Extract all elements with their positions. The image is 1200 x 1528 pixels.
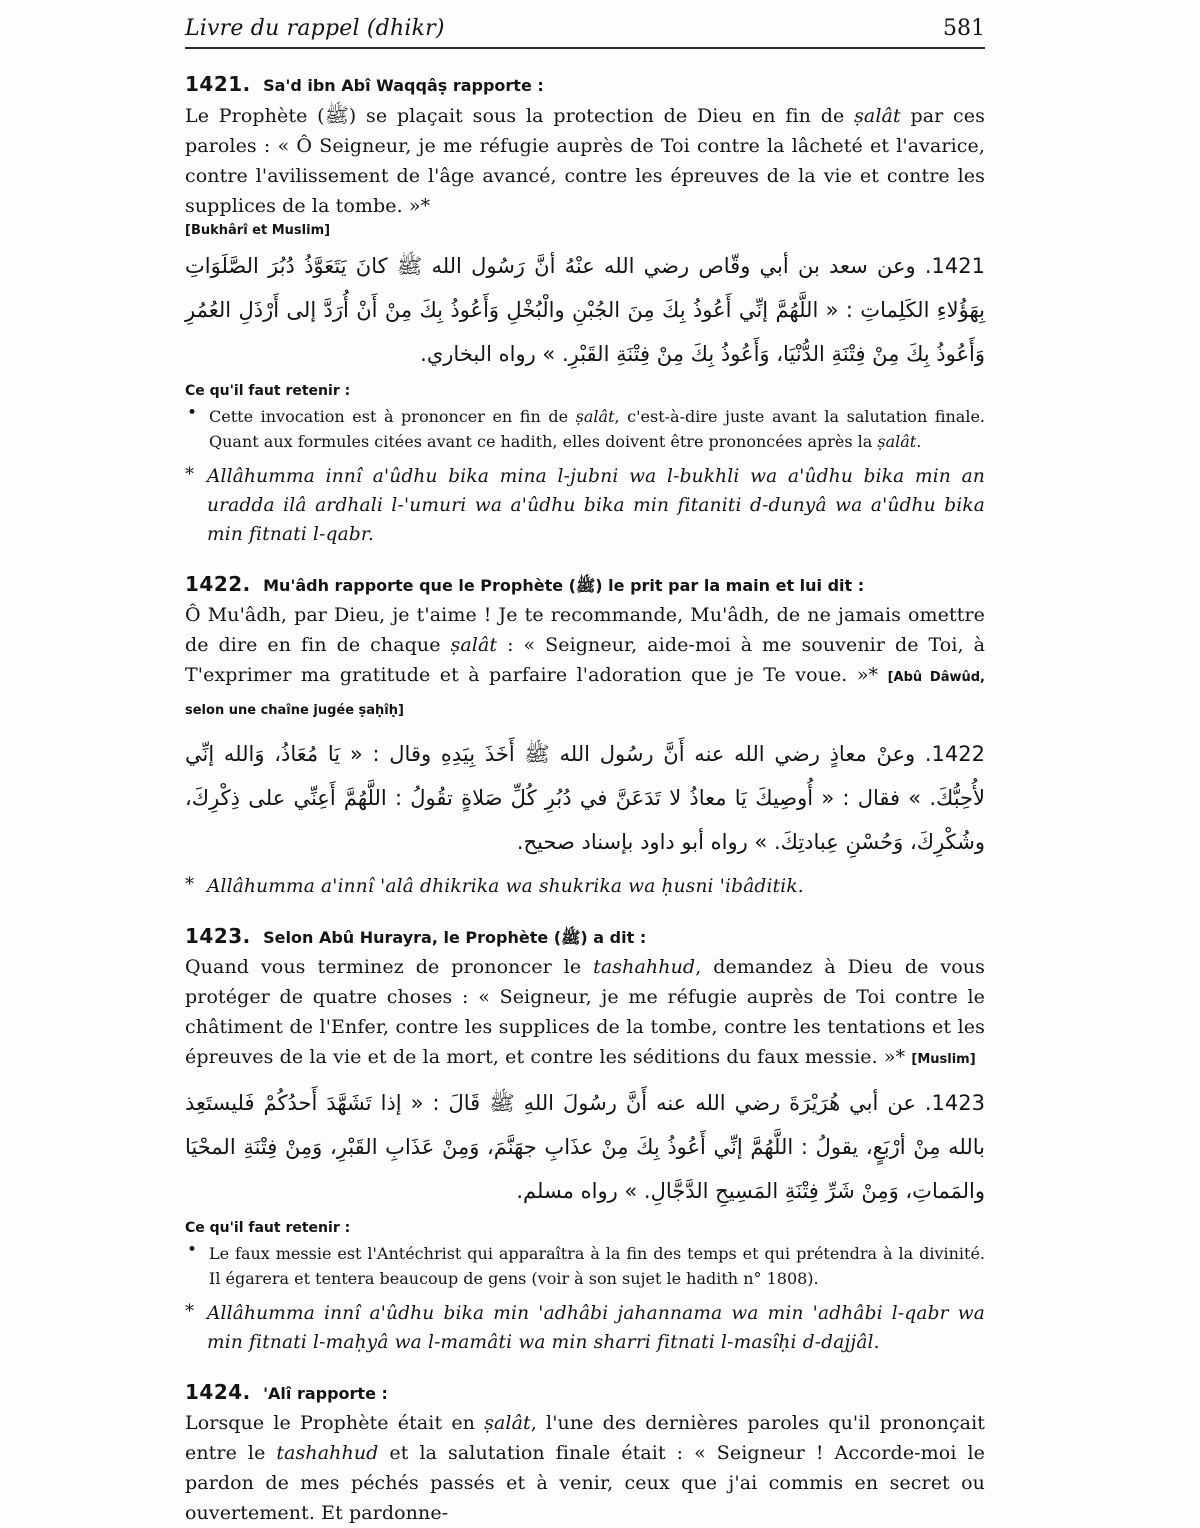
hadith-narrator: Sa'd ibn Abî Waqqâṣ rapporte : — [263, 76, 544, 95]
bullet-icon: • — [187, 1240, 198, 1260]
retenir-bullet — [185, 404, 985, 454]
transliteration-block — [185, 1299, 985, 1357]
book-page — [185, 0, 985, 1528]
hadith-number: 1421. — [185, 72, 251, 96]
transliteration-block — [185, 872, 985, 901]
asterisk-icon: * — [185, 1301, 194, 1322]
hadith-french-text: Ô Mu'âdh, par Dieu, je t'aime ! Je te recommande, Mu'âdh, de ne jamais omettre de dire en fin de chaque ṣalât : « Seigneur, aide-moi à me souvenir de Toi, à T'exprimer ma gratitude et à parfaire l'adoration que je Te voue. »* [Abû Dâwûd, selon une chaîne jugée ṣaḥîḥ] — [185, 604, 986, 718]
transliteration-text: Allâhumma innî a'ûdhu bika mina l-jubni wa l-bukhli wa a'ûdhu bika min an uradda ilâ ardhali l-'umuri wa a'ûdhu bika min fitaniti d-dunyâ wa a'ûdhu bika min fitnati l-qabr. — [207, 466, 985, 545]
hadith-narrator: 'Alî rapporte : — [263, 1384, 388, 1403]
hadith-french-text: Le Prophète (ﷺ) se plaçait sous la protection de Dieu en fin de ṣalât par ces paroles : « Ô Seigneur, je me réfugie auprès de Toi contre la lâcheté et l'avarice, contre l'avilissement de l'âge avancé, contre les épreuves de la vie et contre les supplices de la tombe. »* — [185, 103, 985, 217]
retenir-bullet — [185, 1241, 985, 1291]
hadith-entry-1423 — [185, 923, 985, 1357]
hadith-french-text: Quand vous terminez de prononcer le tashahhud, demandez à Dieu de vous protéger de quatre choses : « Seigneur, je me réfugie auprès de Toi contre le châtiment de l'Enfer, contre les supplices de la tombe, contre les tentations et les épreuves de la vie et de la mort, et contre les séditions du faux messie. »* [Muslim] — [185, 956, 985, 1068]
retenir-heading: Ce qu'il faut retenir : — [185, 1220, 351, 1236]
hadith-entry-1421 — [185, 71, 985, 549]
hadith-arabic-text: 1423. عن أبي هُرَيْرَةَ رضي الله عنه أَنَّ رسُولَ اللهِ ﷺ قَالَ : « إذا تَشَهَّدَ أَحدُكُمْ فَليستَعِذ بالله مِنْ أرْبَعٍ، يقولُ : اللَّهُمَّ إنِّي أَعُوذُ بِكَ مِنْ عذَابِ جهَنَّمَ، وَمِنْ عَذَابِ القَبْرِ، وَمِنْ فِتْنَةِ المحْيَا والمَماتِ، وَمِنْ شَرِّ فِتْنَةِ المَسِيحِ الدَّجَّالِ. » رواه مسلم. — [185, 1091, 985, 1203]
hadith-arabic-text: 1422. وعنْ معاذٍ رضي الله عنه أَنَّ رسُول الله ﷺ أَخَذَ بِيَدِهِ وقال : « يَا مُعَاذُ، وَالله إنِّي لأُحِبُّكَ. » فقال : « أُوصِيكَ يَا معاذُ لا تَدَعَنَّ في دُبُرِ كُلِّ صَلاةٍ تقُولُ : اللَّهُمَّ أَعِنِّي على ذِكْرِكَ، وشُكْرِكَ، وَحُسْنِ عِبادتِكَ. » رواه أبو داود بإسناد صحيح. — [185, 742, 985, 854]
asterisk-icon: * — [185, 464, 194, 485]
bullet-icon: • — [187, 403, 198, 423]
retenir-heading: Ce qu'il faut retenir : — [185, 383, 351, 399]
running-header — [185, 16, 985, 41]
hadith-heading — [185, 1379, 985, 1406]
source-reference: [Bukhârî et Muslim] — [185, 223, 331, 238]
hadith-narrator: Mu'âdh rapporte que le Prophète (ﷺ) le prit par la main et lui dit : — [263, 576, 865, 595]
hadith-heading — [185, 571, 985, 598]
hadith-narrator: Selon Abû Hurayra, le Prophète (ﷺ) a dit : — [263, 928, 647, 947]
retenir-text: Le faux messie est l'Antéchrist qui apparaîtra à la fin des temps et qui prétendra à la divinité. Il égarera et tentera beaucoup de gens (voir à son sujet le hadith n° 1808). — [209, 1244, 985, 1288]
hadith-heading — [185, 71, 985, 98]
transliteration-block — [185, 462, 985, 549]
transliteration-text: Allâhumma a'innî 'alâ dhikrika wa shukrika wa ḥusni 'ibâditik. — [207, 876, 804, 897]
chapter-title: Livre du rappel (dhikr) — [185, 16, 445, 41]
hadith-french-text: Lorsque le Prophète était en ṣalât, l'une des dernières paroles qu'il prononçait entre le tashahhud et la salutation finale était : « Seigneur ! Accorde-moi le pardon de mes péchés passés et à venir, ceux que j'ai commis en secret ou ouvertement. Et pardonne- — [185, 1412, 985, 1524]
hadith-entry-1424 — [185, 1379, 985, 1528]
header-rule — [185, 47, 985, 49]
hadith-number: 1423. — [185, 924, 251, 948]
hadith-entry-1422 — [185, 571, 985, 901]
page-number: 581 — [943, 16, 985, 41]
hadith-number: 1422. — [185, 572, 251, 596]
hadith-heading — [185, 923, 985, 950]
asterisk-icon: * — [185, 874, 194, 895]
transliteration-text: Allâhumma innî a'ûdhu bika min 'adhâbi jahannama wa min 'adhâbi l-qabr wa min fitnati l-maḥyâ wa l-mamâti wa min sharri fitnati l-masîḥi d-dajjâl. — [207, 1303, 985, 1353]
hadith-arabic-text: 1421. وعن سعد بن أبي وقّاص رضي الله عنْهُ أنَّ رَسُول الله ﷺ كانَ يَتَعَوَّذُ دُبُرَ الصَّلَوَاتِ بِهَؤُلاءِ الكَلِماتِ : « اللَّهُمَّ إنِّي أَعُوذُ بِكَ مِنَ الجُبْنِ والْبُخْلِ وَأَعُوذُ بِكَ مِنْ أَنْ أُرَدَّ إلى أَرْذَلِ العُمُرِ وَأَعُوذُ بِكَ مِنْ فِتْنَةِ الدُّنْيَا، وَأَعُوذُ بِكَ مِنْ فِتْنَةِ القَبْرِ. » رواه البخاري. — [185, 254, 985, 366]
retenir-text: Cette invocation est à prononcer en fin de ṣalât, c'est-à-dire juste avant la salutation finale. Quant aux formules citées avant ce hadith, elles doivent être prononcées après la ṣalât. — [209, 407, 986, 451]
hadith-number: 1424. — [185, 1380, 251, 1404]
